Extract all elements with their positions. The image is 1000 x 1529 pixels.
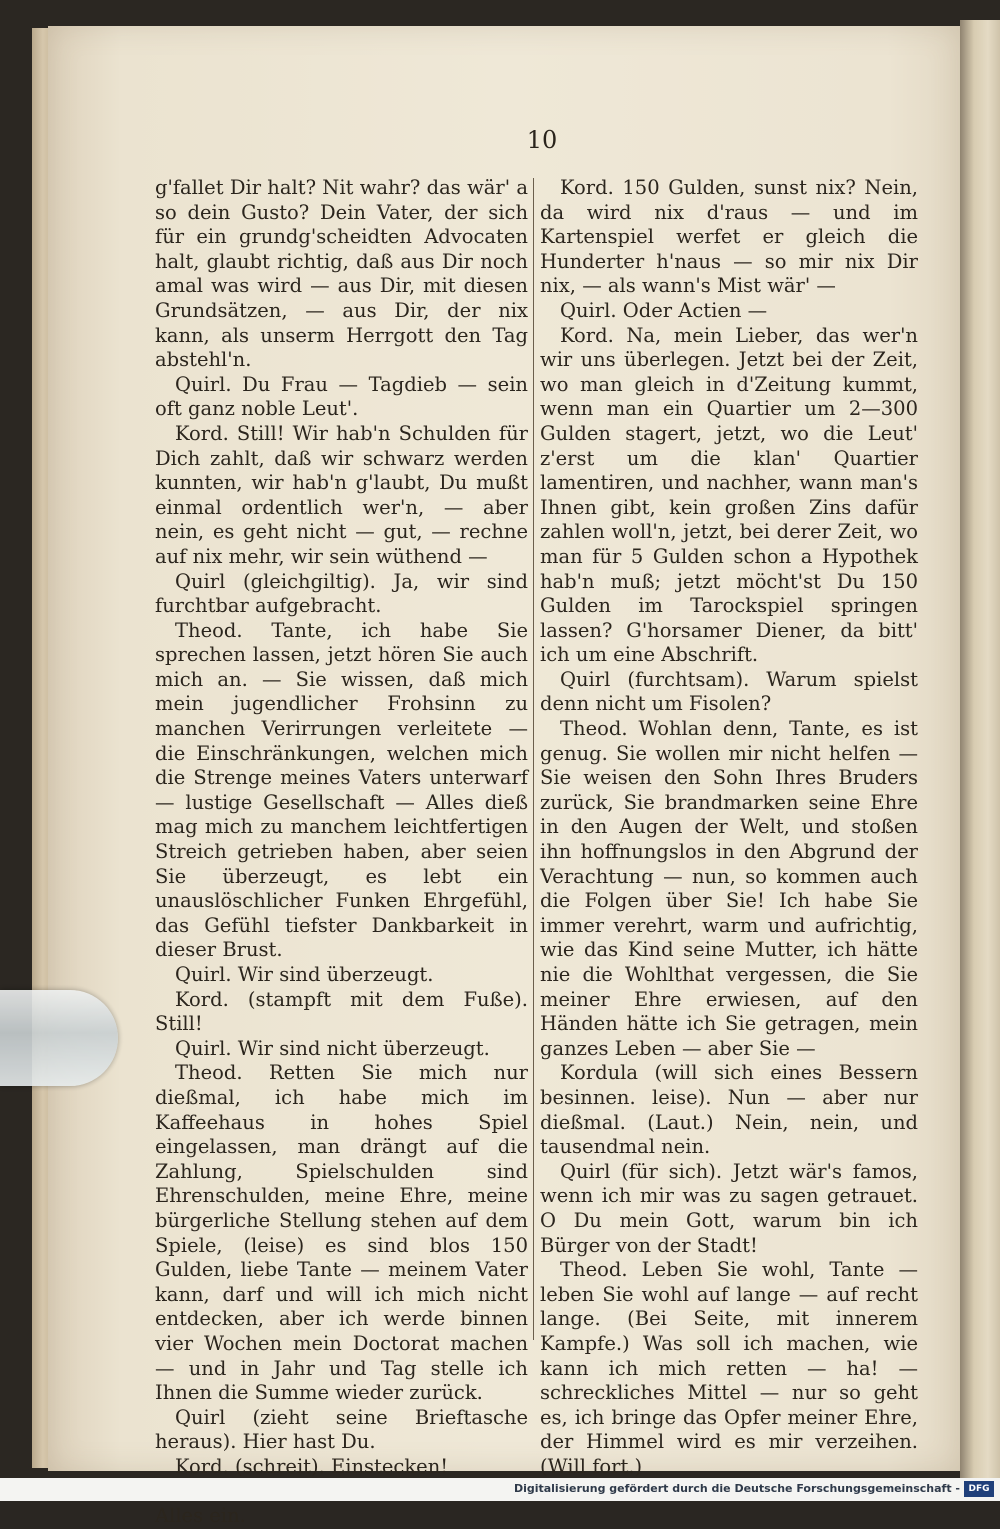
paragraph: Kord. Still! Wir hab'n Schulden für Dich zahlt, daß wir schwarz werden kunnten, wir hab'n g'laubt, Du mußt einmal ordentlich wer'n, — aber nein, es geht nicht — gut, — rechne auf nix mehr, wir sein wüthend — bbox=[155, 421, 528, 568]
page-number: 10 bbox=[526, 126, 558, 154]
paragraph: Kord. (stampft mit dem Fuße). Still! bbox=[155, 987, 528, 1036]
paragraph: Quirl (gleichgiltig). Ja, wir sind furchtbar aufgebracht. bbox=[155, 569, 528, 618]
paragraph: Quirl (furchtsam). Warum spielst denn nicht um Fisolen? bbox=[540, 667, 918, 716]
paragraph: g'fallet Dir halt? Nit wahr? das wär' a so dein Gusto? Dein Vater, der sich für ein grundg'scheidten Advocaten halt, glaubt richtig, daß aus Dir noch amal was wird — aus Dir, mit diesen Grundsätzen, — aus Dir, der nix kann, als unserm Herrgott den Tag abstehl'n. bbox=[155, 176, 528, 372]
paragraph: Quirl. Du Frau — Tagdieb — sein oft ganz noble Leut'. bbox=[155, 372, 528, 421]
funding-credit: Digitalisierung gefördert durch die Deutsche Forschungsgemeinschaft - bbox=[513, 1482, 960, 1495]
paragraph: Kord. (schreit). Einstecken! bbox=[175, 1454, 449, 1478]
paragraph: Theod. Retten Sie mich nur dießmal, ich habe mich im Kaffeehaus in hohes Spiel eingelassen, man drängt auf die Zahlung, Spielschulden sind Ehrenschulden, meine Ehre, meine bürgerliche Stellung stehen auf dem Spiele, (leise) es sind blos 150 Gulden, liebe Tante — meinem Vater kann, darf und will ich mich nicht entdecken, aber ich werde binnen vier Wochen mein Doctorat machen — und in Jahr und Tag stelle ich Ihnen die Summe wieder zurück. bbox=[155, 1061, 528, 1405]
paragraph: Theod. Tante, ich habe Sie sprechen lassen, jetzt hören Sie auch mich an. — Sie wissen, daß mich mein jugendlicher Frohsinn zu manchen Verirrungen verleitete — die Einschränkungen, welchen mich die Strenge meines Vaters unterwarf — lustige Gesellschaft — Alles dieß mag mich zu manchem leichtfertigen Streich getrieben haben, aber seien Sie überzeugt, es lebt ein unauslöschlicher Funken Ehrgefühl, das Gefühl tiefster Dankbarkeit in dieser Brust. bbox=[155, 618, 528, 962]
paragraph: Alles ein. bbox=[155, 1504, 246, 1528]
paragraph: Quirl (für sich). Jetzt wär's famos, wenn ich mir was zu sagen getrauet. O Du mein Gott, warum bin ich Bürger von der Stadt! bbox=[540, 1159, 918, 1257]
column-divider bbox=[533, 178, 534, 1340]
digitization-footer bbox=[0, 1478, 1000, 1501]
paragraph: Kord. 150 Gulden, sunst nix? Nein, da wird nix d'raus — und im Kartenspiel werfet er gleich die Hunderter h'naus — so mir nix Dir nix, — als wann's Mist wär' — bbox=[540, 176, 918, 298]
paragraph: Kordula (will sich eines Bessern besinnen. leise). Nun — aber nur dießmal. (Laut.) Nein, nein, und tausendmal nein. bbox=[540, 1061, 918, 1159]
paragraph: Quirl. Oder Actien — bbox=[560, 298, 768, 322]
left-text-column bbox=[155, 176, 528, 1529]
paragraph: Theod. Leben Sie wohl, Tante — leben Sie wohl auf lange — auf recht lange. (Bei Seite, mit innerem Kampfe.) Was soll ich machen, wie kann ich mich retten — ha! — schreckliches Mittel — nur so geht es, ich bringe das Opfer meiner Ehre, der Himmel wird es mir verzeihen. (Will fort.) bbox=[540, 1258, 918, 1478]
scanner-thumb-clip bbox=[0, 990, 118, 1086]
right-text-column bbox=[540, 176, 918, 1479]
paragraph: Kord. Na, mein Lieber, das wer'n wir uns überlegen. Jetzt bei der Zeit, wo man gleich in d'Zeitung kummt, wenn man ein Quartier um 2—300 Gulden stagert, jetzt, wo die Leut' z'erst um die klan' Quartier lamentiren, und nachher, wann man's Ihnen gibt, kein großen Zins dafür zahlen woll'n, jetzt, bei derer Zeit, wo man für 5 Gulden schon a Hypothek hab'n muß; jetzt möcht'st Du 150 Gulden im Tarockspiel springen lassen? G'horsamer Diener, da bitt' ich um eine Abschrift. bbox=[540, 323, 918, 667]
paragraph: Quirl (zieht seine Brieftasche heraus). Hier hast Du. bbox=[155, 1405, 528, 1454]
paragraph: Theod. Wohlan denn, Tante, es ist genug. Sie wollen mir nicht helfen — Sie weisen den Sohn Ihres Bruders zurück, Sie brandmarken seine Ehre in den Augen der Welt, und stoßen ihn hoffnungslos in den Abgrund der Verachtung — nun, so kommen auch die Folgen über Sie! Ich habe Sie immer verehrt, warm und aufrichtig, wie das Kind seine Mutter, ich hätte nie die Wohlthat vergessen, die Sie meiner Ehre erwiesen, auf den Händen hätte ich Sie getragen, mein ganzes Leben — aber Sie — bbox=[540, 717, 918, 1060]
page-stack-right-edge bbox=[960, 20, 1000, 1480]
dfg-logo: DFG bbox=[964, 1481, 994, 1497]
paragraph: Quirl. Wir sind überzeugt. bbox=[175, 963, 434, 986]
paragraph: Quirl. Wir sind nicht überzeugt. bbox=[175, 1036, 490, 1060]
